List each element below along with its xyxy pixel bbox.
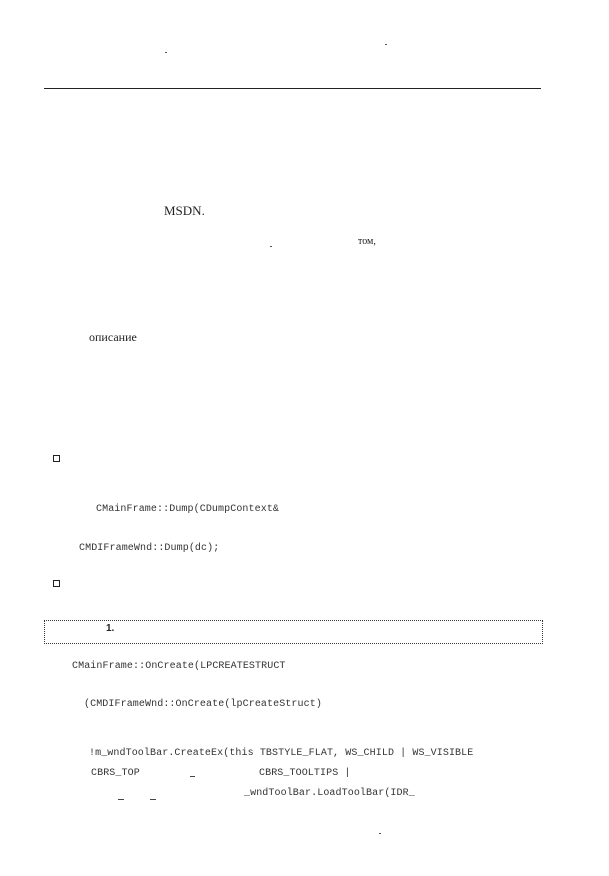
code-line: !m_wndToolBar.CreateEx(this TBSTYLE_FLAT, WS_CHILD | WS_VISIBLE [89,748,474,759]
bullet-square-icon [53,455,60,462]
scan-dash [190,776,195,777]
scan-speck [385,44,387,45]
bullet-square-icon [53,580,60,587]
listing-label: 1. [106,623,115,634]
msdn-text: MSDN. [164,203,205,218]
code-line: CBRS_TOP [91,768,140,779]
scan-dash [118,799,124,800]
code-line: CMainFrame::Dump(CDumpContext& [96,504,280,515]
scan-speck [270,246,272,247]
tom-text: том, [358,236,376,247]
code-line: CMDIFrameWnd::Dump(dc); [79,543,220,554]
header-rule [44,88,541,89]
code-line: _wndToolBar.LoadToolBar(IDR_ [244,788,415,799]
code-line: CMainFrame::OnCreate(LPCREATESTRUCT [72,661,286,672]
opisanie-text: описание [89,330,137,344]
scan-speck [379,833,381,834]
listing-caption-box [44,620,543,644]
scan-speck [165,52,167,53]
code-line: CBRS_TOOLTIPS | [259,768,351,779]
code-line: (CMDIFrameWnd::OnCreate(lpCreateStruct) [84,699,322,710]
scan-dash [150,799,156,800]
